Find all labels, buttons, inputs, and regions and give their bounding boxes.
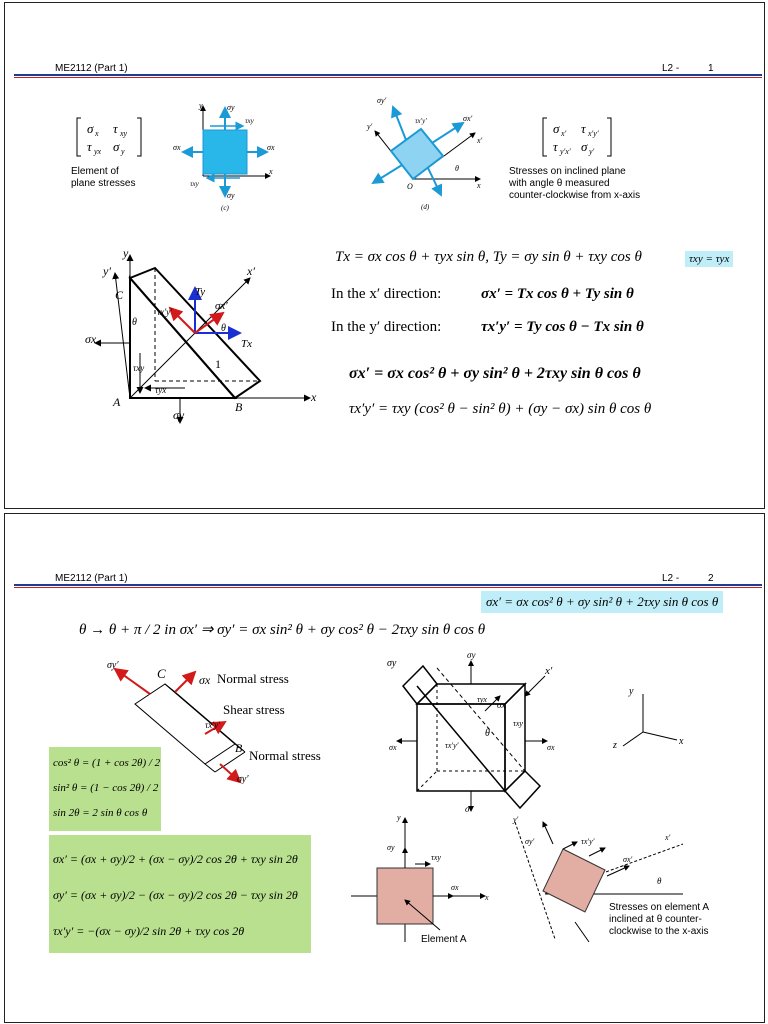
normal-stress-label-1: Normal stress: [217, 671, 289, 686]
lecture-label: L2 -: [662, 573, 680, 584]
svg-text:σ: σ: [113, 139, 120, 154]
svg-text:τxy: τxy: [133, 363, 145, 373]
course-title: ME2112 (Part 1): [55, 63, 128, 74]
svg-text:C: C: [157, 666, 166, 681]
slide-2: [4, 513, 765, 1023]
svg-text:σx′: σx′: [497, 700, 508, 710]
svg-text:σx: σx: [547, 743, 555, 752]
svg-text:σx: σx: [85, 332, 97, 346]
svg-text:y: y: [199, 101, 203, 110]
svg-text:x′: x′: [477, 136, 483, 145]
svg-text:σy′: σy′: [237, 774, 249, 784]
cube-stress-figure: [385, 646, 575, 816]
shear-stress-label: Shear stress: [223, 702, 285, 717]
substitution-equation: θ → θ + π / 2 in σx′ ⇒ σy′ = σx sin² θ + σy cos² θ − 2τxy sin θ cos θ: [79, 622, 486, 638]
x-direction-equation: σx′ = Tx cos θ + Ty sin θ: [481, 286, 634, 302]
svg-text:y: y: [629, 686, 634, 697]
svg-text:σ: σ: [465, 804, 470, 814]
svg-text:x: x: [477, 181, 481, 190]
trig-identity-1: cos² θ = (1 + cos 2θ) / 2: [53, 757, 161, 769]
svg-text:σ: σ: [87, 121, 94, 136]
element-caption: Element of plane stresses: [71, 166, 136, 189]
element-a-caption: Stresses on element A inclined at θ counter- clockwise to the x-axis: [609, 902, 710, 937]
transform-eq-sigma-x: σx′ = (σx + σy)/2 + (σx − σy)/2 cos 2θ + τxy sin 2θ: [53, 852, 298, 866]
element-a-label: Element A: [421, 934, 467, 945]
inclined-stress-matrix: [541, 115, 615, 159]
svg-text:x′: x′: [561, 129, 567, 138]
transform-eq-tau: τx′y′ = −(σx − σy)/2 sin 2θ + τxy cos 2θ: [53, 924, 245, 938]
svg-text:y′: y′: [367, 122, 373, 131]
header-rule-blue: [14, 74, 762, 76]
svg-text:x: x: [269, 167, 273, 176]
svg-text:τx′y′: τx′y′: [445, 741, 459, 750]
svg-text:τ: τ: [87, 139, 92, 154]
svg-text:y: y: [123, 246, 129, 260]
shear-stress-equation: τx′y′ = τxy (cos² θ − sin² θ) + (σy − σx) sin θ cos θ: [349, 401, 652, 417]
svg-text:A: A: [113, 395, 121, 409]
inclined-element-figure: [355, 91, 495, 216]
trig-identity-3: sin 2θ = 2 sin θ cos θ: [53, 807, 148, 819]
page-number: 1: [708, 63, 714, 74]
svg-text:τxy: τxy: [513, 719, 523, 728]
svg-text:O: O: [407, 182, 413, 191]
svg-text:y′: y′: [513, 815, 519, 824]
svg-text:y′: y′: [103, 264, 111, 278]
trig-identity-2: sin² θ = (1 − cos 2θ) / 2: [53, 782, 159, 794]
svg-text:y′: y′: [589, 147, 595, 156]
svg-text:Tx: Tx: [241, 338, 252, 350]
svg-text:σx: σx: [199, 673, 211, 687]
svg-text:Ty: Ty: [195, 286, 206, 298]
traction-equation: Tx = σx cos θ + τyx sin θ, Ty = σy sin θ + τxy cos θ: [335, 249, 642, 265]
header-rule-red: [14, 587, 762, 588]
svg-text:σy′: σy′: [525, 837, 535, 846]
x-direction-label: In the x′ direction:: [331, 286, 442, 302]
svg-text:σx: σx: [389, 743, 397, 752]
svg-text:τxy: τxy: [431, 853, 441, 862]
svg-text:x: x: [485, 893, 489, 902]
symmetry-box: τxy = τyx: [685, 251, 733, 267]
svg-text:x: x: [95, 129, 99, 138]
svg-text:τyx: τyx: [155, 385, 167, 395]
normal-stress-equation: σx′ = σx cos² θ + σy sin² θ + 2τxy sin θ cos θ: [349, 365, 641, 382]
svg-text:σx: σx: [267, 143, 275, 152]
y-direction-equation: τx′y′ = Ty cos θ − Tx sin θ: [481, 319, 644, 335]
svg-text:σy′: σy′: [107, 660, 119, 671]
header-rule-blue: [14, 584, 762, 586]
svg-text:xy: xy: [120, 129, 128, 138]
svg-text:τ: τ: [113, 121, 118, 136]
svg-text:τx′y′: τx′y′: [157, 307, 173, 317]
header-rule-red: [14, 77, 762, 78]
svg-text:z: z: [613, 740, 617, 751]
stress-matrix: [75, 115, 145, 159]
svg-text:θ: θ: [657, 876, 662, 886]
slide-1: [4, 2, 765, 509]
svg-text:C: C: [115, 288, 124, 302]
svg-text:σ: σ: [581, 139, 588, 154]
svg-text:σy′: σy′: [377, 96, 387, 105]
svg-text:τ: τ: [553, 139, 558, 154]
svg-text:x′: x′: [247, 264, 255, 278]
svg-text:τxy: τxy: [245, 117, 254, 125]
svg-text:σy: σy: [467, 650, 476, 660]
plane-stress-element-figure: [165, 98, 285, 213]
svg-text:σx′: σx′: [463, 114, 473, 123]
svg-text:τyx: τyx: [477, 695, 487, 704]
svg-text:σx′: σx′: [215, 300, 228, 312]
transformation-equations-box: [49, 835, 311, 953]
svg-text:y: y: [121, 147, 125, 156]
svg-text:σx′: σx′: [623, 855, 633, 864]
svg-text:τx′y′: τx′y′: [581, 837, 595, 846]
svg-text:y: y: [397, 813, 401, 822]
svg-text:yx: yx: [94, 147, 102, 156]
svg-text:x: x: [679, 736, 684, 747]
svg-text:y′x′: y′x′: [560, 147, 571, 156]
svg-text:1: 1: [215, 357, 221, 371]
y-direction-label: In the y′ direction:: [331, 319, 442, 335]
svg-text:B: B: [235, 741, 243, 755]
svg-text:τx′y′: τx′y′: [415, 117, 427, 125]
svg-text:σx: σx: [451, 883, 459, 892]
svg-text:σy: σy: [227, 103, 235, 112]
svg-text:x: x: [311, 390, 317, 404]
svg-text:x′: x′: [665, 833, 671, 842]
svg-text:x′y′: x′y′: [588, 129, 599, 138]
inclined-caption: Stresses on inclined plane with angle θ measured counter-clockwise from x-axis: [509, 166, 641, 201]
svg-text:τxy: τxy: [190, 180, 199, 188]
svg-text:σ: σ: [553, 121, 560, 136]
svg-text:τ: τ: [581, 121, 586, 136]
xyz-axes-figure: [603, 682, 693, 762]
page-number: 2: [708, 573, 714, 584]
wedge-figure: [75, 243, 325, 433]
svg-text:σy: σy: [387, 658, 397, 669]
svg-text:B: B: [235, 400, 243, 414]
normal-stress-label-2: Normal stress: [249, 748, 321, 763]
course-title: ME2112 (Part 1): [55, 573, 128, 584]
top-equation-box: σx′ = σx cos² θ + σy sin² θ + 2τxy sin θ cos θ: [481, 591, 723, 613]
lecture-label: L2 -: [662, 63, 680, 74]
svg-text:θ: θ: [485, 728, 490, 739]
svg-text:x′: x′: [545, 665, 553, 677]
trig-identities-box: [49, 747, 161, 831]
svg-text:θ: θ: [455, 164, 459, 173]
svg-text:σy: σy: [227, 191, 235, 200]
svg-text:θ: θ: [132, 317, 137, 328]
transform-eq-sigma-y: σy′ = (σx + σy)/2 − (σx − σy)/2 cos 2θ − τxy sin 2θ: [53, 888, 298, 902]
element-a-figure: [345, 812, 495, 952]
fig-d-label: (d): [421, 203, 430, 211]
svg-text:σy: σy: [173, 408, 185, 422]
fig-c-label: (c): [221, 204, 229, 212]
svg-text:σx: σx: [173, 143, 181, 152]
svg-text:τx′y′: τx′y′: [205, 720, 221, 730]
svg-text:σy: σy: [387, 843, 395, 852]
svg-text:θ: θ: [221, 323, 226, 334]
